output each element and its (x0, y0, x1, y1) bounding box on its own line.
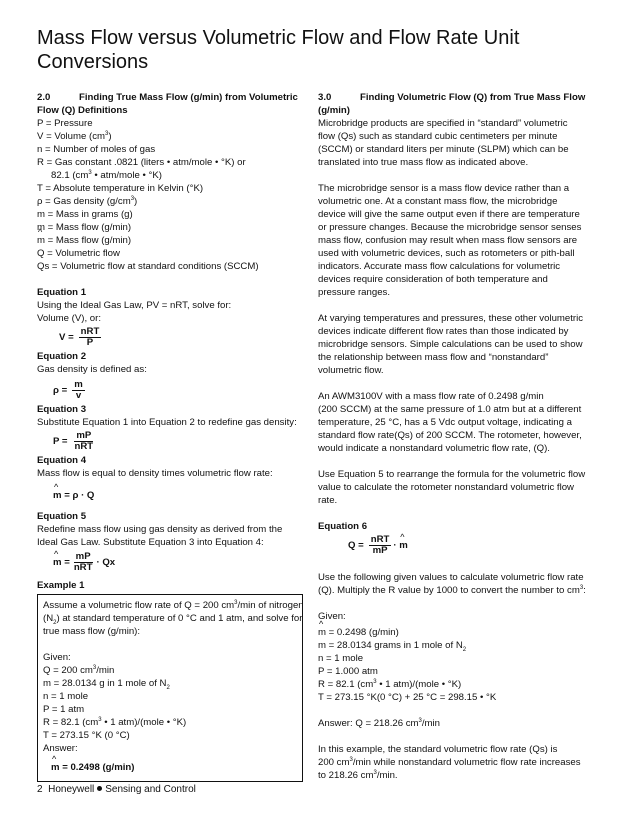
def-mass-flow-hat: ^ m = Mass flow (g/min) (37, 234, 303, 247)
paragraph-2: The microbridge sensor is a mass flow device rather than a volumetric one. At a constant mass flow, the microbridge device will give the same output even if there are temperature or pressure changes. Because the microbridge sensor senses mass flow, confusion may result when mass flow sensors are used with volumetric devices, such as rotometers or pith-ball indicators. Accurate mass flow calculations for volumetric devices require consideration of both temperature and pressure ranges. (318, 183, 582, 298)
equation-1-formula: V = $\frac{\text{nRT}}{P}$ (59, 326, 100, 348)
equation-1-title: Equation 1 (37, 287, 87, 298)
division-name: Sensing and Control (105, 784, 196, 795)
equation-4-formula: ^ m = ρ · Q (37, 489, 303, 502)
page-number: 2 (37, 784, 43, 795)
equation-6-title: Equation 6 (318, 521, 368, 532)
equation-3-title: Equation 3 (37, 404, 87, 415)
equation-1-text: Using the Ideal Gas Law, PV = nRT, solve for: (37, 300, 232, 311)
page-footer (37, 784, 196, 795)
def-mass: m = Mass in grams (g) (37, 209, 133, 220)
equation-5-title: Equation 5 (37, 511, 87, 522)
section-heading-text: Finding True Mass Flow (g/min) from Volumetric (79, 92, 298, 103)
right-column (318, 91, 600, 782)
def-gas-constant: R = Gas constant .0821 (liters • atm/mole • °K) or (37, 157, 246, 168)
given-values: Given: ^ m = 0.2498 (g/min) m = 28.0134 grams in 1 mole of $N_2$ n = 1 mole P = 1.000 atm R = 82.1 ($cm^3$ • 1 atm)/(mole • °K) T = 273.15 °K(0 °C) + 25 °C = 298.15 • °K (318, 610, 600, 704)
def-mass-flow: m = Mass flow (g/min) (37, 222, 132, 233)
equation-2-formula: ρ = $\frac{m}{v}$ (53, 379, 83, 401)
paragraph-1: Microbridge products are specified in “standard” volumetric flow (Qs) such as standard cubic centimeters per minute (SCCM) or standard liters per minute (SLPM) which can be translated into true mass flow as indicated above. (318, 118, 569, 168)
example-1-title: Example 1 (37, 580, 85, 591)
section-number: 2.0 (37, 92, 51, 103)
answer: Answer: Q = 218.26 $cm^3/\min$ (318, 717, 440, 729)
brand-name: Honeywell (48, 784, 95, 795)
equation-3-formula: P = $\frac{mP}{\text{nRT}}$ (53, 430, 94, 452)
page-title (37, 26, 607, 74)
def-density: ρ = Gas density $(g/cm^3)$ (37, 195, 138, 207)
def-temperature: T = Absolute temperature in Kelvin (°K) (37, 183, 204, 194)
example-1-line-3: true mass flow (g/min): (43, 626, 141, 637)
section-heading-text-2: (g/min) (318, 105, 350, 116)
equation-5-text-2: Ideal Gas Law. Substitute Equation 3 into Equation 4: (37, 537, 264, 548)
title-line-2: Conversions (37, 51, 149, 73)
def-volume: V = Volume $(cm^3)$ (37, 130, 112, 142)
section-2-heading (37, 91, 303, 117)
equation-3-text: Substitute Equation 1 into Equation 2 to redefine gas density: (37, 417, 297, 428)
section-heading-text: Finding Volumetric Flow (Q) from True Mass Flow (360, 92, 586, 103)
equation-5-text: Redefine mass flow using gas density as derived from the (37, 524, 283, 535)
equation-2-title: Equation 2 (37, 351, 87, 362)
equation-6-formula: Q = $\frac{\text{nRT}}{mP}$ · ^ m (318, 535, 600, 556)
def-gas-constant-2: 82.1 ($cm^3$ • atm/mole • °K) (51, 169, 162, 181)
equation-5-formula: ^ m = $\frac{mP}{\text{nRT}}$ · Qx (37, 552, 303, 573)
paragraph-4: An AWM3100V with a mass flow rate of 0.2498 g/min (200 SCCM) at the same pressure of 1.0 atm but at a different temperature, 25 °C, has a 5 Vdc output voltage, indicating a standard flow rate(Qs) of 200 SCCM. The rotometer, however, would indicate a nonstandard volumetric flow rate, (Q). (318, 391, 582, 454)
example-1-m: m = 28.0134 g in 1 mole of $N_2$ (43, 678, 170, 691)
def-pressure: P = Pressure (37, 118, 93, 129)
example-1-line-2: $(N_2)$ at standard temperature of 0 °C and 1 atm, and solve for (43, 613, 303, 626)
paragraph-6: Use the following given values to calculate volumetric flow rate (Q). Multiply the R value by 1000 to convert the number to $cm^3$: (318, 572, 586, 596)
def-moles: n = Number of moles of gas (37, 144, 156, 155)
example-1-answer-label: Answer: (43, 743, 78, 754)
equation-1-text-2: Volume (V), or: (37, 313, 101, 324)
example-1-answer: ^ m = 0.2498 (g/min) (43, 761, 296, 774)
example-1-line-1: Assume a volumetric flow rate of Q = 200 $cm^3/\min$ of nitrogen (43, 599, 304, 611)
def-volumetric-flow: Q = Volumetric flow (37, 248, 120, 259)
paragraph-3: At varying temperatures and pressures, these other volumetric devices indicate different flow rates than those indicated by microbridge sensors. Simple calculations can be used to show the relationship between mass flow and “nonstandard” volumetric flow. (318, 313, 584, 376)
bullet-icon (97, 786, 102, 791)
section-heading-text-2: Flow (Q) Definitions (37, 105, 128, 116)
equation-4-text: Mass flow is equal to density times volumetric flow rate: (37, 468, 273, 479)
definitions-list (37, 117, 303, 273)
paragraph-7: In this example, the standard volumetric flow rate (Qs) is 200 $cm^3/\min$ while nonstandard volumetric flow rate increases to 218.26 $cm^3/\min$. (318, 744, 581, 781)
def-standard-flow: Qs = Volumetric flow at standard conditions (SCCM) (37, 261, 259, 272)
equation-2-text: Gas density is defined as: (37, 364, 147, 375)
example-1-t: T = 273.15 °K (0 °C) (43, 730, 130, 741)
section-3-heading (318, 91, 600, 117)
section-number: 3.0 (318, 92, 332, 103)
example-1-q: Q = 200 $cm^3/\min$ (43, 664, 115, 676)
equation-4-title: Equation 4 (37, 455, 87, 466)
example-1-box (37, 594, 303, 782)
example-1-r: R = 82.1 ($cm^3$ • 1 atm)/(mole • °K) (43, 716, 187, 728)
paragraph-5: Use Equation 5 to rearrange the formula for the volumetric flow value to calculate the rotometer nonstandard volumetric flow rate. (318, 469, 586, 506)
title-line-1: Mass Flow versus Volumetric Flow and Flow Rate Unit (37, 27, 520, 49)
example-1-p: P = 1 atm (43, 704, 85, 715)
example-1-n: n = 1 mole (43, 691, 89, 702)
example-1-given: Given: (43, 652, 71, 663)
left-column (37, 91, 303, 782)
